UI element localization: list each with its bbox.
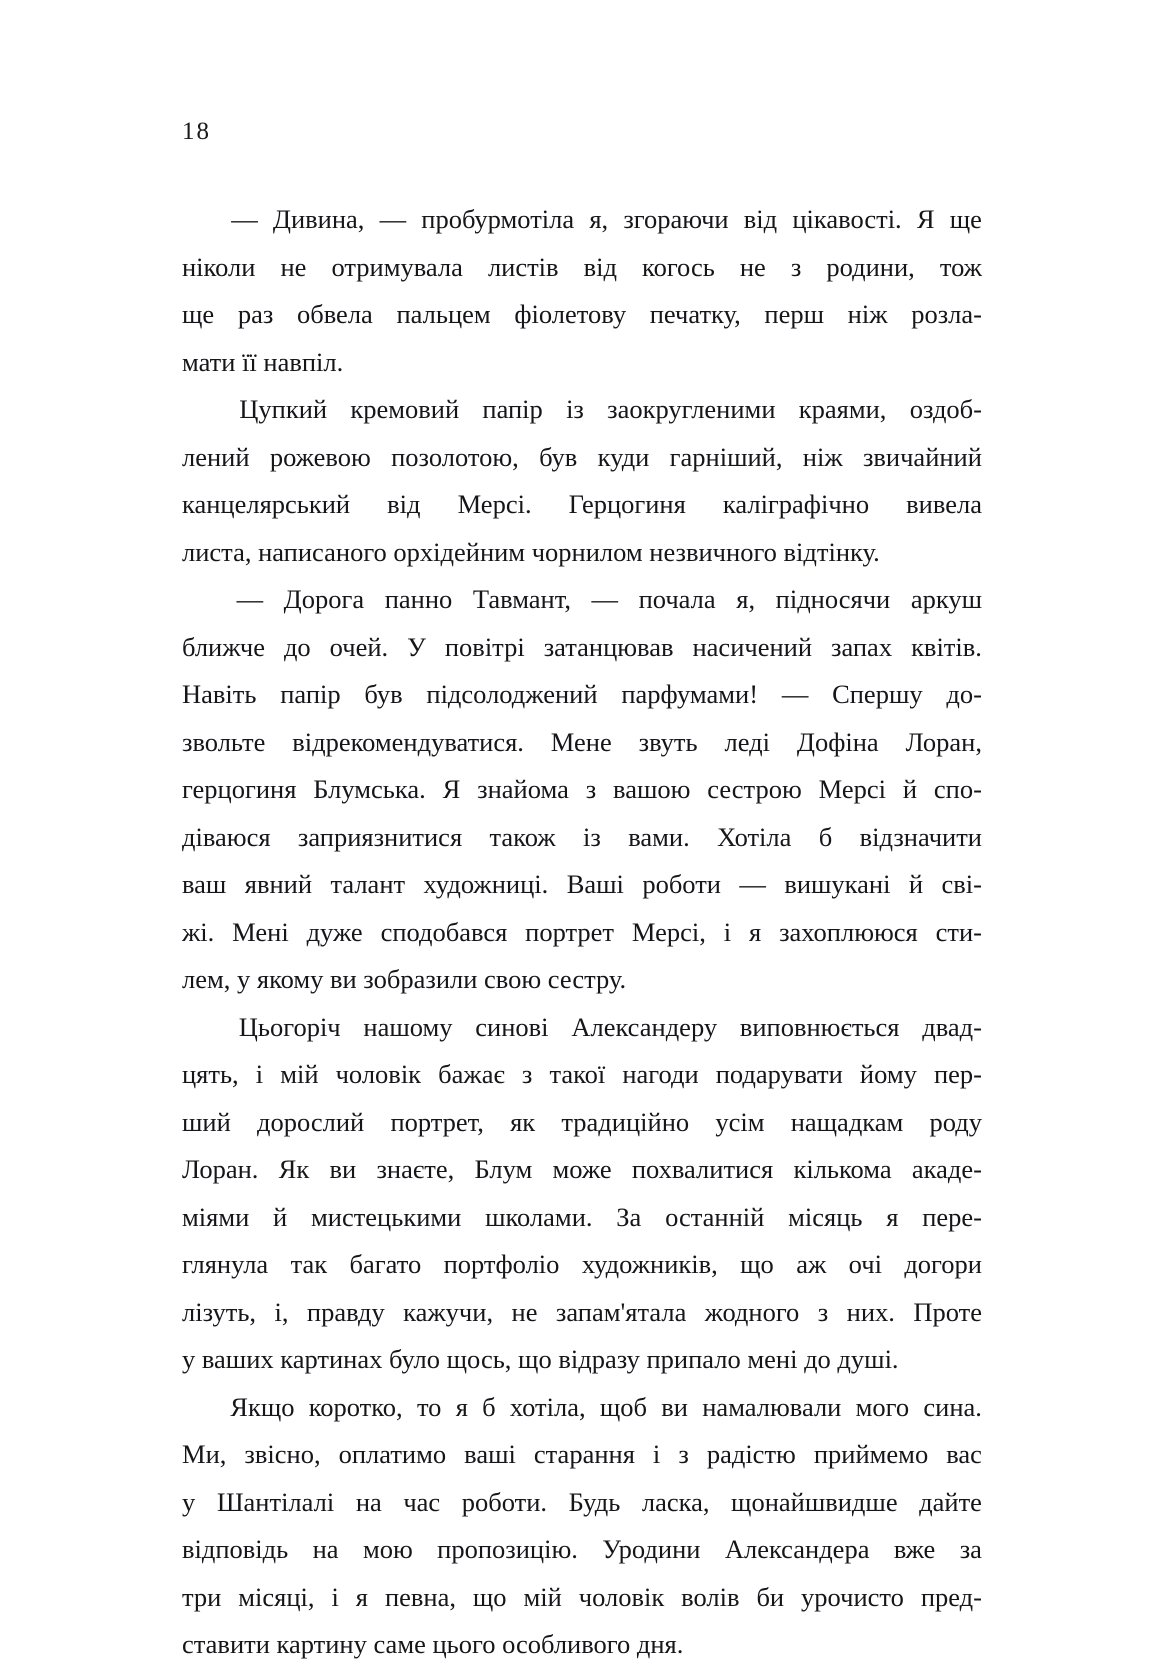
text-line: діваюся заприязнитися також із вами. Хотіла б відзначити [182,821,982,852]
text-line: — Дорога панно Тавмант, — почала я, підносячи аркуш [182,576,982,624]
body-text-block [182,196,982,1669]
text-line: герцогиня Блумська. Я знайома з вашою сестрою Мерсі й спо- [182,774,982,804]
text-line: три місяці, і я певна, що мій чоловік волів би урочисто пред- [182,1581,982,1612]
text-line: у ваших картинах було щось, що відразу припало мені до душі. [182,1344,899,1374]
text-line: ваш явний талант художниці. Ваші роботи — вишукані й сві- [182,869,982,899]
text-line: мати її навпіл. [182,346,344,377]
paragraph [182,1384,982,1669]
paragraph-indent [182,386,216,434]
paragraph-indent [182,576,216,624]
paragraph [182,196,982,386]
text-line: Ми, звісно, оплатимо ваші старання і з радістю приймемо вас [182,1439,982,1469]
paragraph [182,1004,982,1384]
page-number: 18 [182,118,211,145]
paragraph-indent [182,1004,216,1052]
text-line: ще раз обвела пальцем фіолетову печатку, перш ніж розла- [182,299,982,329]
paragraph-indent [182,196,216,244]
text-line: ший дорослий портрет, як традиційно усім нащадкам роду [182,1106,982,1137]
text-line: жі. Мені дуже сподобався портрет Мерсі, і я захоплююся сти- [182,916,982,947]
text-line: Навіть папір був підсолоджений парфумами! — Спершу до- [182,679,982,709]
text-line: відповідь на мою пропозицію. Уродини Александера вже за [182,1534,982,1564]
text-line: ближче до очей. У повітрі затанцював насичений запах квітів. [182,631,982,662]
text-line: лем, у якому ви зобразили свою сестру. [182,964,627,994]
text-line: листа, написаного орхідейним чорнилом незвичного відтінку. [182,536,880,567]
text-line: ставити картину саме цього особливого дня. [182,1629,684,1659]
text-line: ніколи не отримувала листів від когось не з родини, тож [182,251,982,282]
text-line: цять, і мій чоловік бажає з такої нагоди подарувати йому пер- [182,1059,982,1089]
paragraph [182,576,982,1004]
text-line: лізуть, і, правду кажучи, не запам'ятала жодного з них. Проте [182,1296,982,1327]
text-line: глянула так багато портфоліо художників, що аж очі догори [182,1249,982,1279]
text-line: Якщо коротко, то я б хотіла, щоб ви намалювали мого сина. [182,1384,982,1432]
text-line: звольте відрекомендуватися. Мене звуть леді Дофіна Лоран, [182,726,982,757]
text-line: лений рожевою позолотою, був куди гарніший, ніж звичайний [182,441,982,472]
text-line: міями й мистецькими школами. За останній місяць я пере- [182,1201,982,1232]
text-line: Лоран. Як ви знаєте, Блум може похвалитися кількома акаде- [182,1154,982,1184]
paragraph [182,386,982,576]
text-line: — Дивина, — пробурмотіла я, згораючи від цікавості. Я ще [182,196,982,244]
paragraph-indent [182,1384,216,1432]
text-line: Цьогоріч нашому синові Александеру виповнюється двад- [182,1004,982,1052]
text-line: канцелярський від Мерсі. Герцогиня каліграфічно вивела [182,489,982,519]
text-line: у Шантілалі на час роботи. Будь ласка, щонайшвидше дайте [182,1486,982,1517]
text-line: Цупкий кремовий папір із заокругленими краями, оздоб- [182,386,982,434]
